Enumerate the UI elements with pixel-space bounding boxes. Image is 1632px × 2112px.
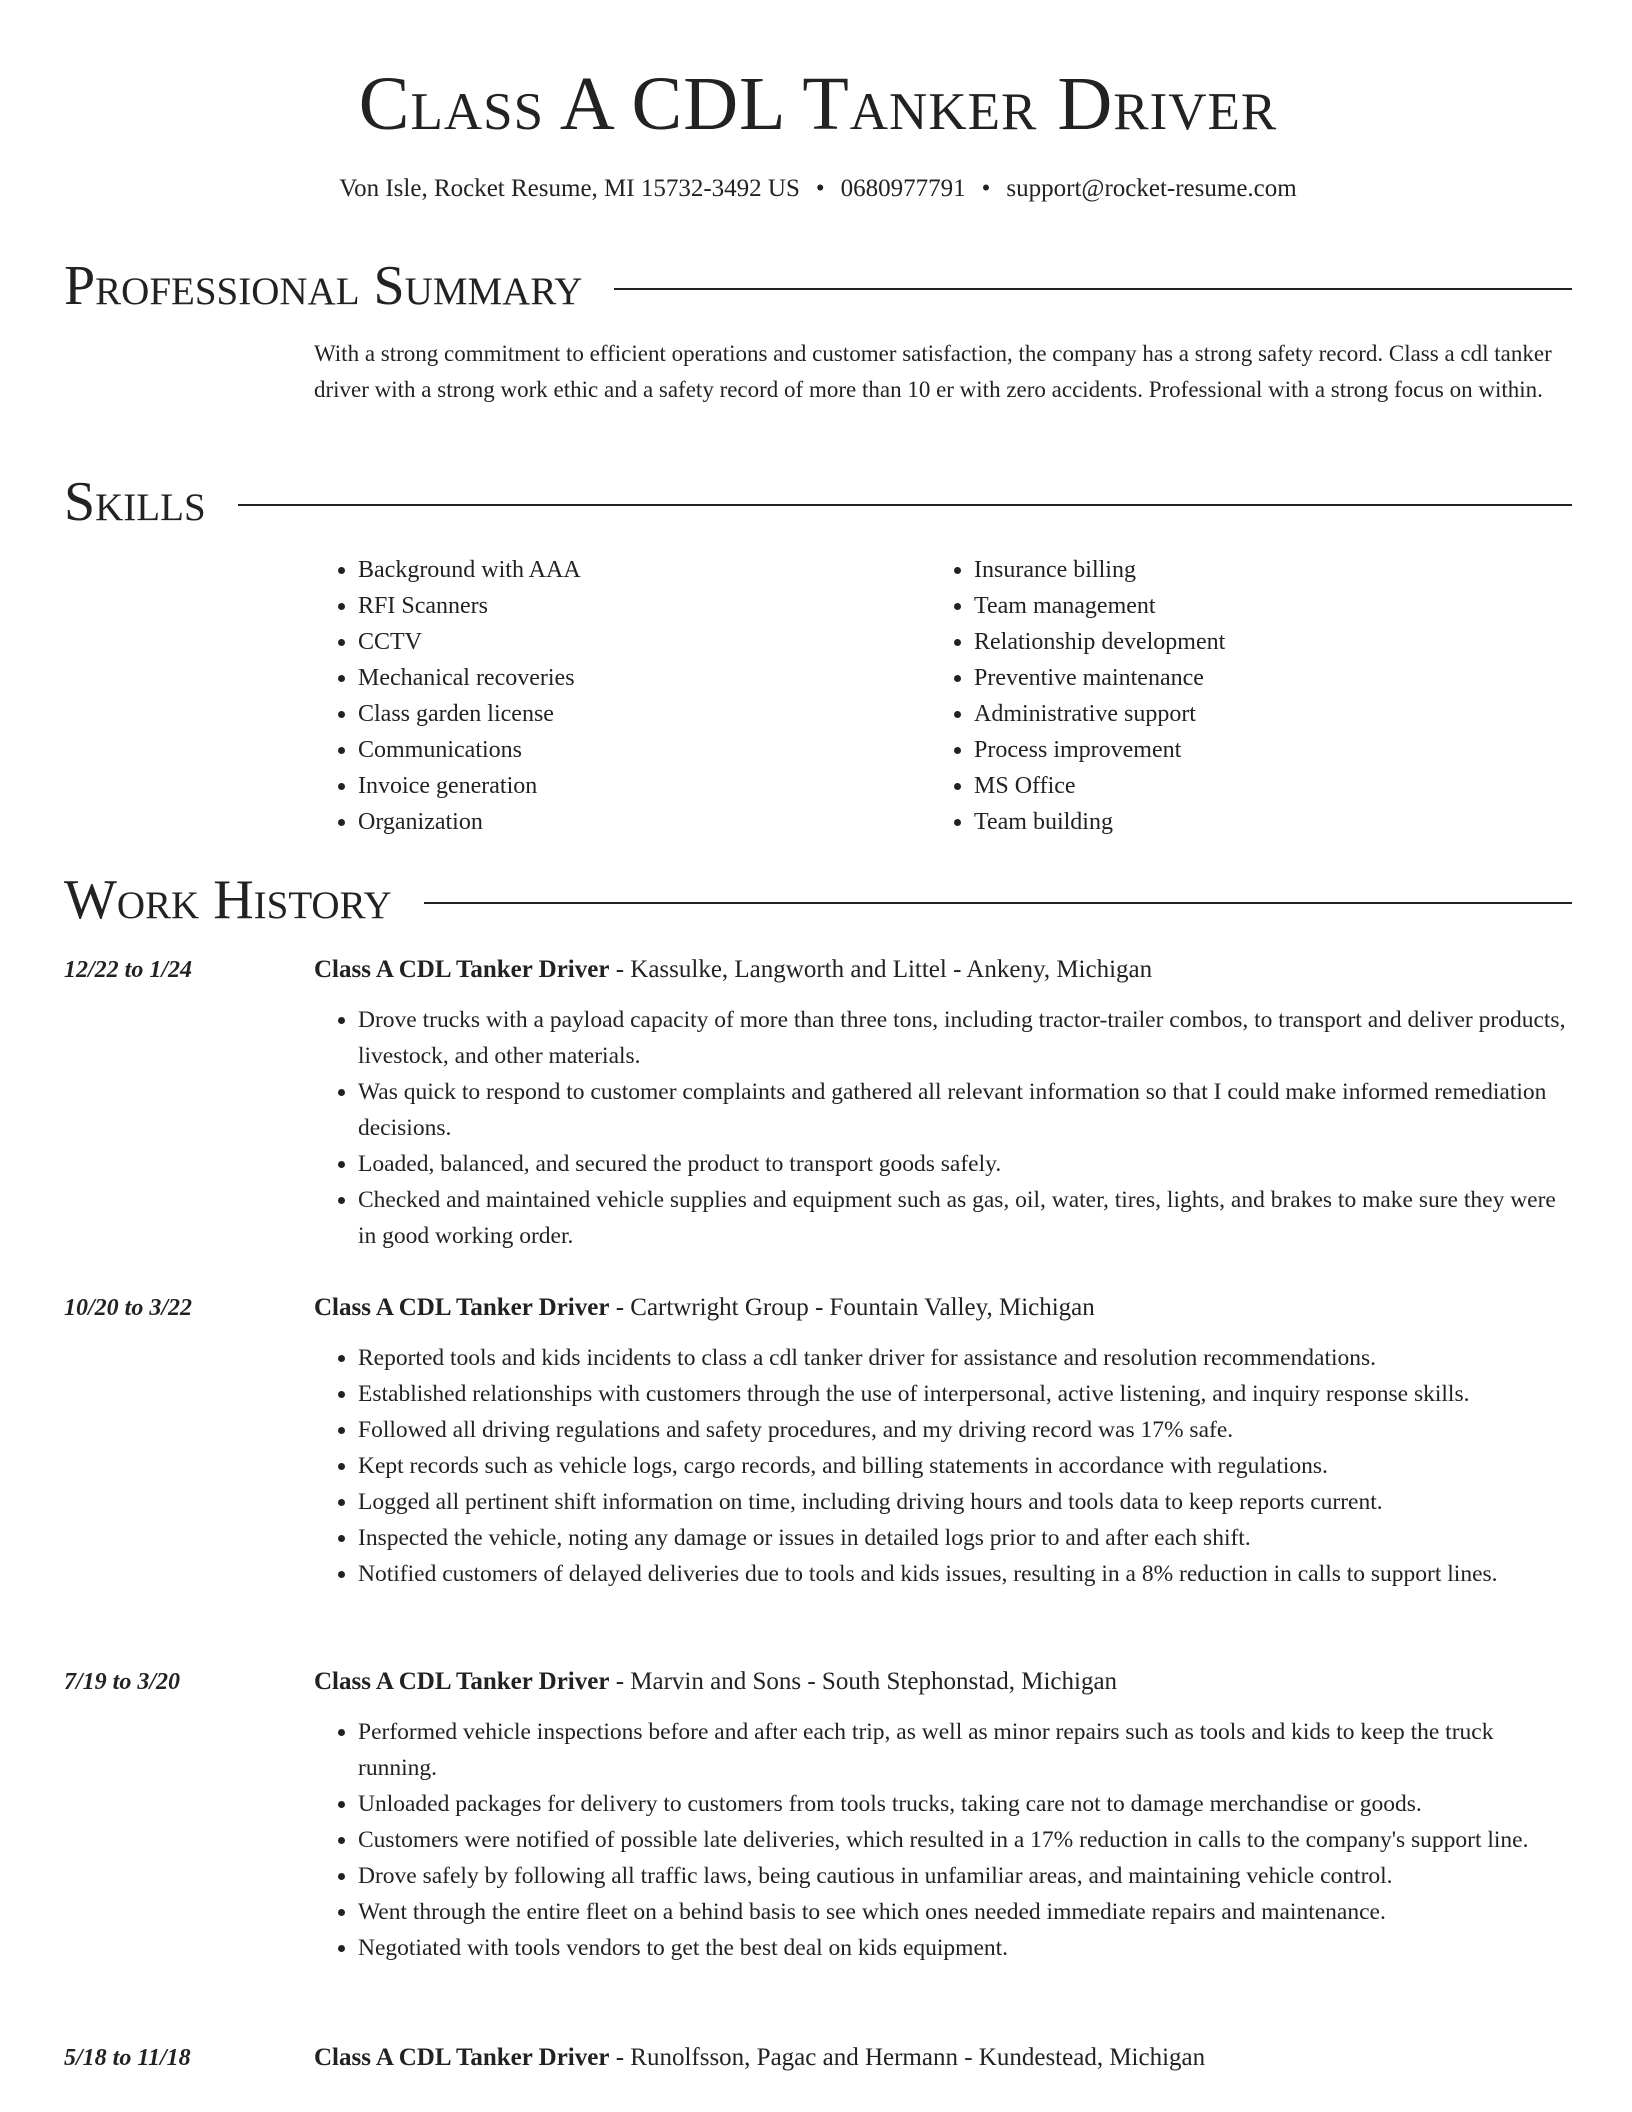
job-dates: 7/19 to 3/20	[64, 1669, 181, 1695]
work-section-title: Work History	[64, 869, 392, 931]
summary-section-title: Professional Summary	[64, 255, 583, 317]
work-section-header	[64, 868, 1572, 932]
job-bullet: • Loaded, balanced, and secured the product to transport goods safely.	[358, 1146, 1572, 1182]
job-bullets	[314, 1002, 1572, 1254]
skill-item: • Insurance billing	[974, 552, 1546, 588]
contact-email: support@rocket-resume.com	[1006, 175, 1297, 202]
job-bullet: • Negotiated with tools vendors to get the best deal on kids equipment.	[358, 1930, 1572, 1966]
skills-column-right	[930, 552, 1546, 840]
job-bullet: • Drove trucks with a payload capacity of more than three tons, including tractor-trailer combos, to transport and deliver products, livestock, and other materials.	[358, 1002, 1572, 1074]
skill-item: • Administrative support	[974, 696, 1546, 732]
job-company: - Kassulke, Langworth and Littel - Ankeny, Michigan	[609, 956, 1153, 983]
skill-item: • MS Office	[974, 768, 1546, 804]
skill-item: • CCTV	[358, 624, 930, 660]
job-bullet: • Customers were notified of possible late deliveries, which resulted in a 17% reduction in calls to the company's support line.	[358, 1822, 1572, 1858]
section-divider	[424, 902, 1572, 904]
job-heading	[314, 952, 1152, 988]
job-dates: 12/22 to 1/24	[64, 957, 193, 983]
job-bullet: • Went through the entire fleet on a behind basis to see which ones needed immediate repairs and maintenance.	[358, 1894, 1572, 1930]
job-company: - Cartwright Group - Fountain Valley, Michigan	[609, 1294, 1095, 1321]
contact-phone: 0680977791	[840, 175, 966, 202]
job-title: Class A CDL Tanker Driver	[314, 1294, 610, 1321]
contact-separator: •	[981, 175, 991, 202]
job-heading	[314, 1290, 1095, 1326]
job-dates: 5/18 to 11/18	[64, 2045, 191, 2071]
job-bullet: • Performed vehicle inspections before and after each trip, as well as minor repairs such as tools and kids to keep the truck running.	[358, 1714, 1572, 1786]
skill-item: • Preventive maintenance	[974, 660, 1546, 696]
job-title: Class A CDL Tanker Driver	[314, 1668, 610, 1695]
skill-item: • Mechanical recoveries	[358, 660, 930, 696]
job-heading	[314, 2040, 1205, 2076]
job-bullets	[314, 1714, 1572, 1966]
job-bullet: • Drove safely by following all traffic laws, being cautious in unfamiliar areas, and maintaining vehicle control.	[358, 1858, 1572, 1894]
skill-item: • Team building	[974, 804, 1546, 840]
skills-column-left	[314, 552, 930, 840]
skill-item: • Relationship development	[974, 624, 1546, 660]
summary-text: With a strong commitment to efficient operations and customer satisfaction, the company has a strong safety record. Class a cdl tanker driver with a strong work ethic and a safety record of more than 10 er with zero accidents. Professional with a strong focus on within.	[314, 341, 1552, 402]
job-bullet: • Checked and maintained vehicle supplies and equipment such as gas, oil, water, tires, lights, and brakes to make sure they were in good working order.	[358, 1182, 1572, 1254]
job-bullet: • Established relationships with customers through the use of interpersonal, active listening, and inquiry response skills.	[358, 1376, 1572, 1412]
job-bullet: • Was quick to respond to customer complaints and gathered all relevant information so that I could make informed remediation decisions.	[358, 1074, 1572, 1146]
candidate-name: Class A CDL Tanker Driver	[358, 62, 1278, 146]
job-bullet: • Inspected the vehicle, noting any damage or issues in detailed logs prior to and after each shift.	[358, 1520, 1572, 1556]
skill-item: • Organization	[358, 804, 930, 840]
job-bullet: • Unloaded packages for delivery to customers from tools trucks, taking care not to damage merchandise or goods.	[358, 1786, 1572, 1822]
section-divider	[238, 504, 1572, 506]
job-company: - Runolfsson, Pagac and Hermann - Kundestead, Michigan	[609, 2044, 1206, 2071]
skill-item: • Communications	[358, 732, 930, 768]
job-bullet: • Reported tools and kids incidents to class a cdl tanker driver for assistance and resolution recommendations.	[358, 1340, 1572, 1376]
section-divider	[614, 288, 1572, 290]
job-title: Class A CDL Tanker Driver	[314, 956, 610, 983]
skill-item: • Invoice generation	[358, 768, 930, 804]
skill-item: • Class garden license	[358, 696, 930, 732]
skill-item: • Background with AAA	[358, 552, 930, 588]
skill-item: • Team management	[974, 588, 1546, 624]
skills-section-title: Skills	[64, 471, 206, 533]
job-title: Class A CDL Tanker Driver	[314, 2044, 610, 2071]
skill-item: • Process improvement	[974, 732, 1546, 768]
job-heading	[314, 1664, 1117, 1700]
contact-address: Von Isle, Rocket Resume, MI 15732-3492 US	[339, 175, 800, 202]
contact-line	[64, 172, 1572, 206]
skill-item: • RFI Scanners	[358, 588, 930, 624]
skills-list	[314, 552, 1572, 840]
summary-section-header	[64, 254, 1572, 318]
job-bullet: • Notified customers of delayed deliveries due to tools and kids issues, resulting in a 8% reduction in calls to support lines.	[358, 1556, 1572, 1592]
job-company: - Marvin and Sons - South Stephonstad, Michigan	[609, 1668, 1118, 1695]
job-bullet: • Followed all driving regulations and safety procedures, and my driving record was 17% safe.	[358, 1412, 1572, 1448]
skills-section-header	[64, 470, 1572, 534]
job-bullet: • Kept records such as vehicle logs, cargo records, and billing statements in accordance with regulations.	[358, 1448, 1572, 1484]
job-bullet: • Logged all pertinent shift information on time, including driving hours and tools data to keep reports current.	[358, 1484, 1572, 1520]
job-bullets	[314, 1340, 1572, 1592]
contact-separator: •	[815, 175, 825, 202]
job-dates: 10/20 to 3/22	[64, 1295, 193, 1321]
